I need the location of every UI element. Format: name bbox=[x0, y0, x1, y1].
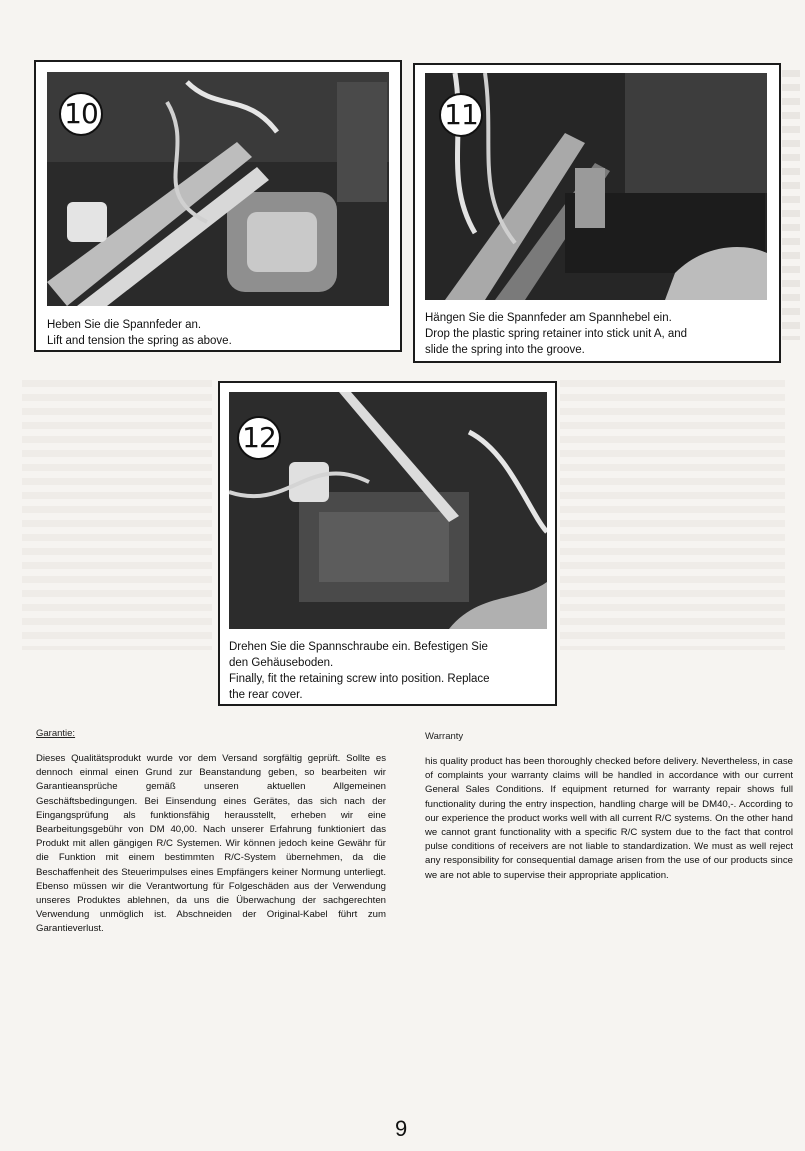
guarantee-heading: Garantie: bbox=[36, 728, 76, 739]
step-11-caption-en-2: slide the spring into the groove. bbox=[425, 344, 585, 356]
step-12-caption-de-1: Drehen Sie die Spannschraube ein. Befestigen Sie bbox=[229, 641, 488, 653]
step-10-caption bbox=[47, 317, 232, 349]
page-number: 9 bbox=[395, 1116, 408, 1141]
step-12-panel bbox=[218, 381, 557, 706]
step-12-photo bbox=[229, 392, 547, 629]
step-11-caption-de: Hängen Sie die Spannfeder am Spannhebel ein. bbox=[425, 312, 672, 324]
step-12-caption bbox=[229, 639, 490, 703]
warranty-heading: Warranty bbox=[425, 731, 464, 742]
step-10-caption-de: Heben Sie die Spannfeder an. bbox=[47, 319, 202, 331]
step-10-photo bbox=[47, 72, 389, 306]
step-12-caption-de-2: den Gehäuseboden. bbox=[229, 657, 334, 669]
step-10-number-badge: 10 bbox=[59, 92, 103, 136]
step-10-panel bbox=[34, 60, 402, 352]
step-11-number-badge: 11 bbox=[439, 93, 483, 137]
warranty-text: his quality product has been thoroughly checked before delivery. Nevertheless, in case of complaints your warranty claims will be handled in accordance with our current General Sales Conditions. If equipment returned for warranty repair shows full functionality during the entry inspection, handling charge will be DM40,-. According to our experience the product works well with all current R/C systems. On the other hand we cannot grant functionality with a specific R/C system due to the fact that control pulse conditions of receivers are not liable to standardization. We must as well reject any responsibility for consequential damage arisen from the use of our products since we are not able to supervise their appropriate application. bbox=[425, 756, 793, 881]
guarantee-text: Dieses Qualitätsprodukt wurde vor dem Versand sorgfältig geprüft. Sollte es dennoch einmal einen Grund zur Beanstandung geben, so bearbeiten wir Garantieansprüche gemäß unseren aktuellen Allgemeinen Geschäftsbedingungen. Bei Einsendung eines Gerätes, das sich nach der Eingangsprüfung als funktionsfähig herausstellt, erheben wir eine Bearbeitungsgebühr von DM 40,00. Nach unserer Erfahrung funktioniert das Produkt mit allen gängigen R/C Systemen. Wir können jedoch keine Gewähr für die Funktion mit einem bestimmten R/C-System übernehmen, da die Beschaffenheit des Steuerimpulses eines Empfängers keiner Normung unterliegt. Ebenso müssen wir die Verantwortung für Folgeschäden aus der Verwendung unseres Produktes ablehnen, da uns die Überwachung der sachgerechten Verwendung unmöglich ist. Abschneiden der Original-Kabel führt zum Garantieverlust. bbox=[36, 753, 386, 935]
step-11-caption-en-1: Drop the plastic spring retainer into stick unit A, and bbox=[425, 328, 688, 340]
step-10-caption-en: Lift and tension the spring as above. bbox=[47, 335, 232, 347]
step-11-photo bbox=[425, 73, 767, 300]
step-12-number-badge: 12 bbox=[237, 416, 281, 460]
step-12-caption-en-1: Finally, fit the retaining screw into position. Replace bbox=[229, 673, 490, 685]
step-12-caption-en-2: the rear cover. bbox=[229, 689, 303, 701]
bleed-through-left bbox=[22, 380, 212, 650]
step-11-caption bbox=[425, 310, 687, 358]
bleed-through-right bbox=[560, 380, 785, 650]
step-11-panel bbox=[413, 63, 781, 363]
bleed-through-right-top bbox=[782, 70, 800, 340]
